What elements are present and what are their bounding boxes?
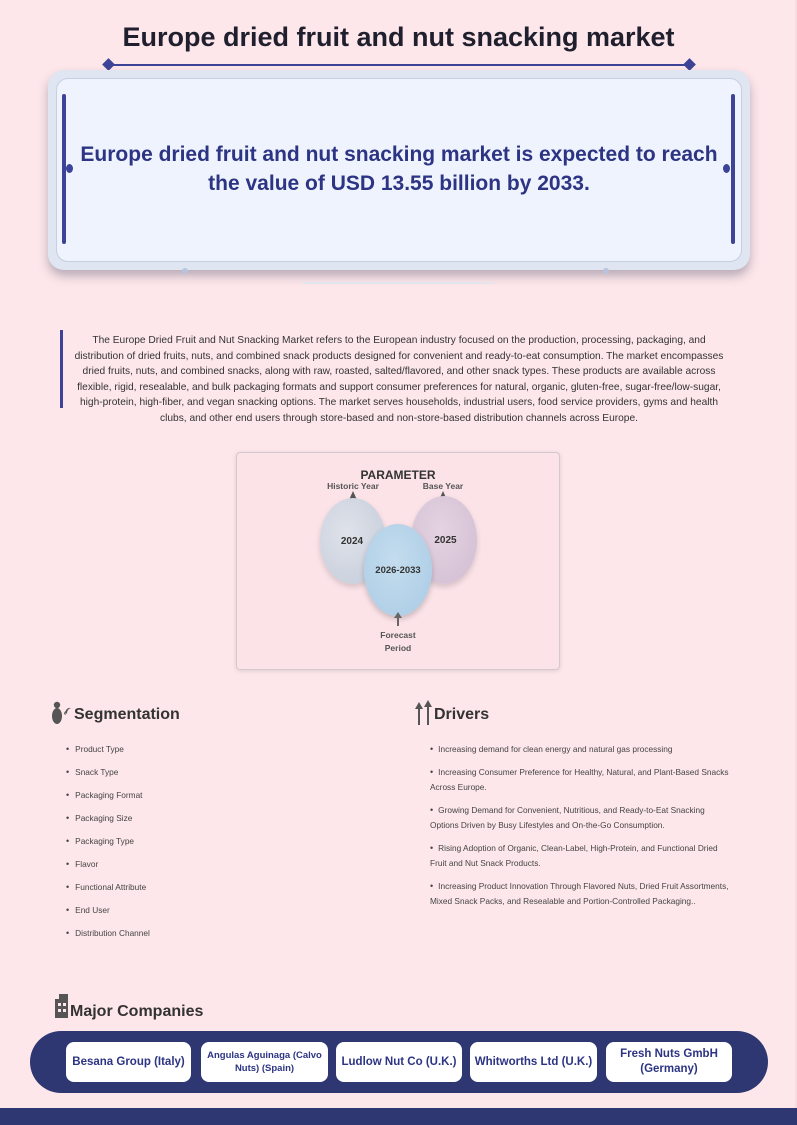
company-card: Fresh Nuts GmbH (Germany) bbox=[606, 1042, 732, 1082]
drivers-heading: Drivers bbox=[434, 706, 490, 723]
base-year-value: 2025 bbox=[434, 534, 457, 546]
list-item: • Increasing demand for clean energy and natural gas processing bbox=[430, 742, 730, 757]
diamond-icon bbox=[683, 58, 696, 71]
segmentation-heading: Segmentation bbox=[74, 706, 180, 723]
company-card: Angulas Aguinaga (Calvo Nuts) (Spain) bbox=[201, 1042, 328, 1082]
hero-statement: Europe dried fruit and nut snacking market is expected to reach the value of USD 13.55 billion by 2033. bbox=[80, 143, 718, 195]
up-arrows-icon bbox=[414, 700, 434, 726]
list-item: • Increasing Consumer Preference for Healthy, Natural, and Plant-Based Snacks Across Europe. bbox=[430, 765, 730, 795]
diamond-icon bbox=[102, 58, 115, 71]
building-icon bbox=[54, 994, 70, 1018]
base-year-label: Base Year bbox=[422, 481, 464, 491]
list-item: • Functional Attribute bbox=[66, 880, 366, 903]
segmentation-list bbox=[66, 742, 366, 949]
list-item: • Flavor bbox=[66, 857, 366, 880]
forecast-period-bubble bbox=[364, 524, 432, 616]
company-card: Besana Group (Italy) bbox=[66, 1042, 191, 1082]
forecast-period-value: 2026-2033 bbox=[375, 564, 421, 576]
drivers-list bbox=[430, 742, 730, 917]
market-description: The Europe Dried Fruit and Nut Snacking Market refers to the European industry focused on the production, processing, packaging, and distribution of dried fruits, nuts, and combined snack products designed for convenient and ready-to-eat consumption. The market encompasses dried fruits, nuts, and combined snacks, along with raw, roasted, salted/flavored, and other snack types. These products are available across flexible, rigid, resealable, and bulk packaging formats and support consumer preferences for natural, organic, gluten-free, sugar-free/low-sugar, high-protein, high-fiber, and vegan snacking options. The market serves households, industrial users, food service providers, gyms and health clubs, and other end users through store-based and non-store-based distribution channels across Europe. bbox=[74, 335, 724, 424]
list-item: • Packaging Size bbox=[66, 811, 366, 834]
company-card: Ludlow Nut Co (U.K.) bbox=[336, 1042, 462, 1082]
forecast-arrow-stem bbox=[397, 614, 399, 626]
page-title: Europe dried fruit and nut snacking market bbox=[122, 22, 675, 52]
list-item: • Packaging Type bbox=[66, 834, 366, 857]
title-divider bbox=[104, 60, 694, 70]
list-item: • Distribution Channel bbox=[66, 926, 366, 949]
list-item: • Growing Demand for Convenient, Nutritious, and Ready-to-Eat Snacking Options Driven by Busy Lifestyles and On-the-Go Consumption. bbox=[430, 803, 730, 833]
parameter-title: PARAMETER bbox=[360, 468, 436, 482]
footer-band bbox=[0, 1108, 797, 1125]
description-accent-bar bbox=[60, 330, 63, 408]
major-companies-heading: Major Companies bbox=[70, 1003, 204, 1020]
list-item: • Rising Adoption of Organic, Clean-Label, High-Protein, and Functional Dried Fruit and Nut Snack Products. bbox=[430, 841, 730, 871]
historic-year-label: Historic Year bbox=[327, 481, 379, 491]
list-item: • Increasing Product Innovation Through Flavored Nuts, Dried Fruit Assortments, Mixed Snack Packs, and Resealable and Portion-Controlled Packaging.. bbox=[430, 879, 730, 909]
list-item: • Packaging Format bbox=[66, 788, 366, 811]
hero-stand bbox=[182, 268, 612, 288]
historic-year-value: 2024 bbox=[340, 535, 364, 547]
list-item: • End User bbox=[66, 903, 366, 926]
people-icon bbox=[50, 700, 74, 726]
forecast-period-label: Forecast Period bbox=[380, 630, 416, 653]
company-card: Whitworths Ltd (U.K.) bbox=[470, 1042, 597, 1082]
list-item: • Product Type bbox=[66, 742, 366, 765]
list-item: • Snack Type bbox=[66, 765, 366, 788]
